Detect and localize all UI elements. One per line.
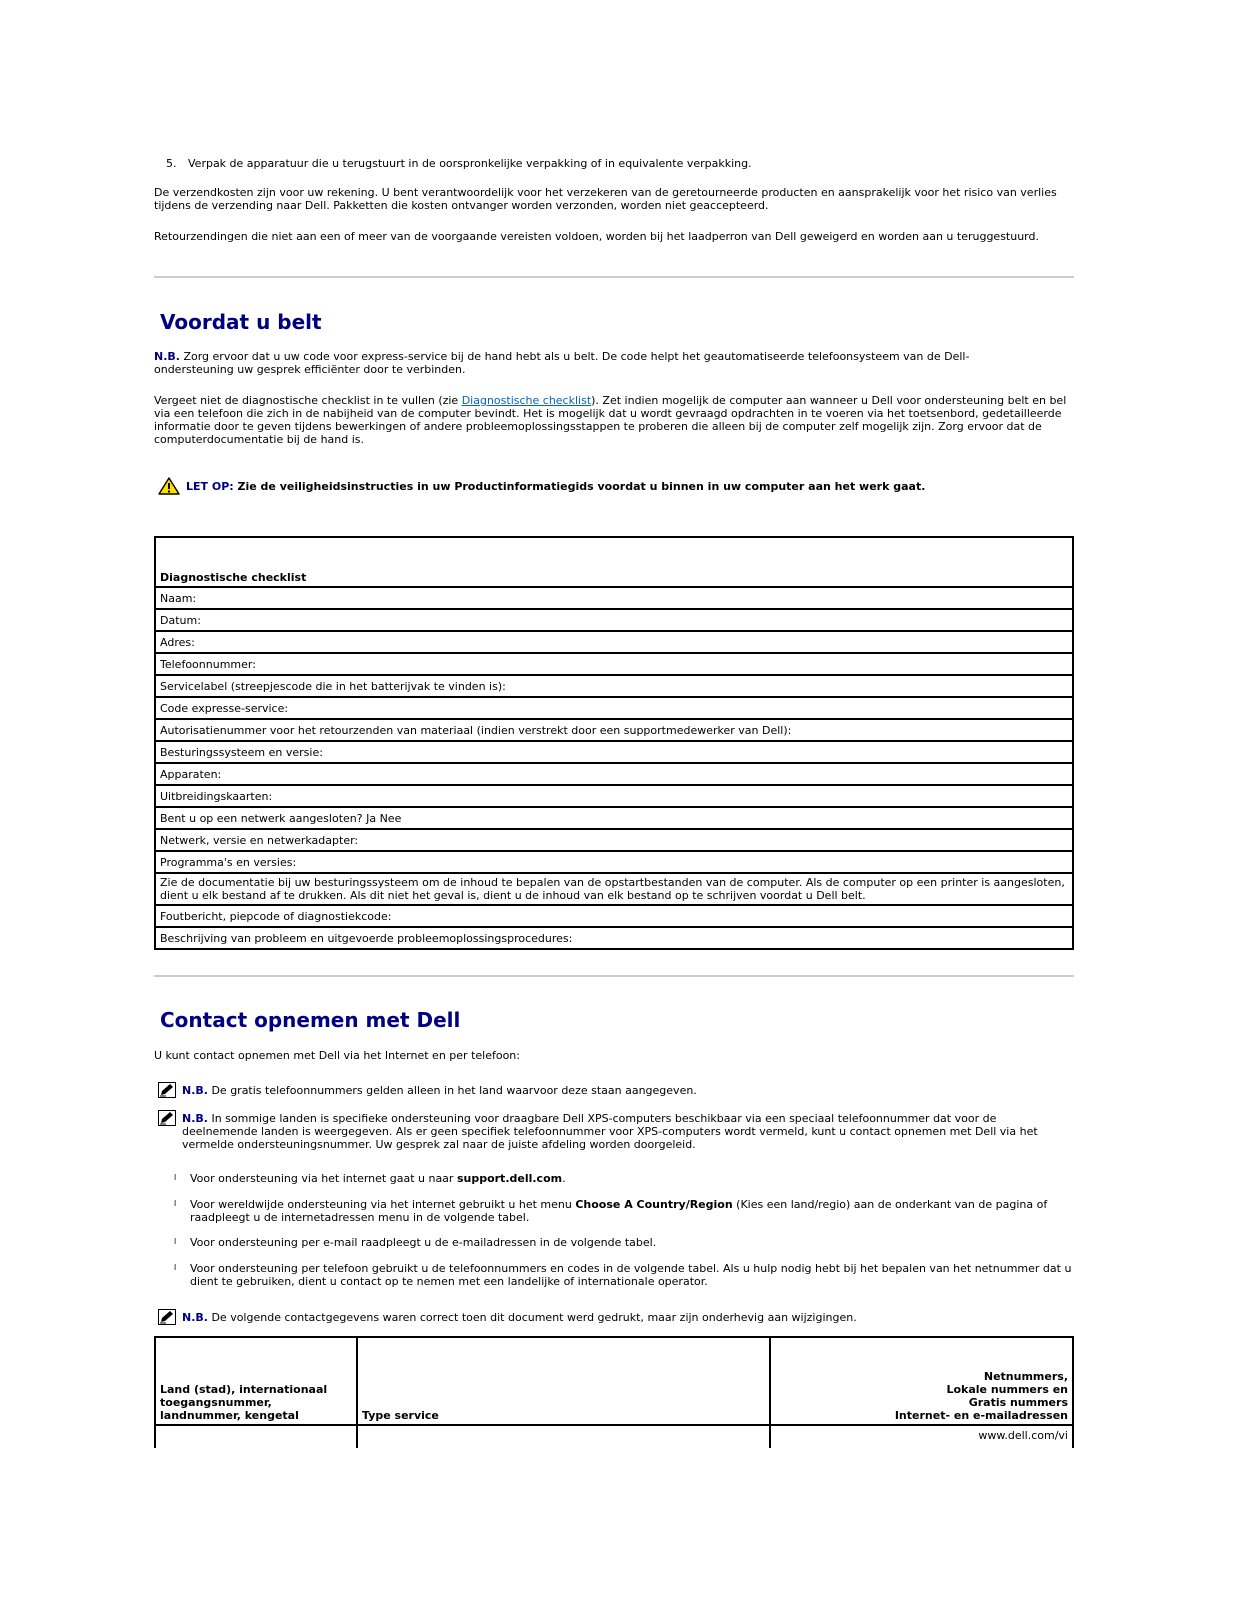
- list-item: [190, 1198, 1074, 1224]
- column-header-service-type: Type service: [357, 1337, 770, 1425]
- checklist-row: Autorisatienummer voor het retourzenden van materiaal (indien verstrekt door een supportmedewerker van Dell):: [155, 719, 1073, 741]
- checklist-row: Besturingssysteem en versie:: [155, 741, 1073, 763]
- list-item: Voor ondersteuning per telefoon gebruikt u de telefoonnummers en codes in de volgende tabel. Als u hulp nodig hebt bij het bepalen van het netnummer dat u dient te gebruiken, dient u contact op te nemen met een landelijke of internationale operator.: [190, 1262, 1072, 1288]
- contact-intro: U kunt contact opnemen met Dell via het Internet en per telefoon:: [154, 1049, 520, 1062]
- nb-text: In sommige landen is specifieke ondersteuning voor draagbare Dell XPS-computers beschikbaar via een speciaal telefoonnummer dat voor de deelnemende landen is weergegeven. Als er geen specifiek telefoonnummer voor XPS-computers wordt vermeld, kunt u contact opnemen met Dell via het vermelde ondersteuningsnummer. Uw gesprek zal naar de juiste afdeling worden doorgeleid.: [182, 1112, 1038, 1151]
- note-pencil-icon: [158, 1082, 176, 1098]
- checklist-row: Adres:: [155, 631, 1073, 653]
- nb-contact-info-changes: [182, 1311, 1072, 1324]
- checklist-row: Naam:: [155, 587, 1073, 609]
- list-item-text: (Kies een land/regio) aan de onderkant van de pagina of raadpleegt u de internetadressen menu in de volgende tabel.: [190, 1198, 1048, 1224]
- checklist-row: Zie de documentatie bij uw besturingssysteem om de inhoud te bepalen van de opstartbestanden van de computer. Als de computer op een printer is aangesloten, dient u elk bestand af te drukken. Als dit niet het geval is, dient u de inhoud van elk bestand op te schrijven voordat u Dell belt.: [155, 873, 1073, 905]
- column-header-numbers: [770, 1337, 1073, 1425]
- caution-notice: [158, 477, 1058, 497]
- column-header-country: Land (stad), internationaal toegangsnummer, landnummer, kengetal: [155, 1337, 357, 1425]
- table-cell-url[interactable]: www.dell.com/vi: [770, 1425, 1073, 1448]
- step-number: 5.: [166, 157, 177, 170]
- checklist-row: Programma's en versies:: [155, 851, 1073, 873]
- note-pencil-icon: [158, 1309, 176, 1325]
- checklist-row: Servicelabel (streepjescode die in het batterijvak te vinden is):: [155, 675, 1073, 697]
- checklist-row: Netwerk, versie en netwerkadapter:: [155, 829, 1073, 851]
- table-cell: [357, 1425, 770, 1448]
- returns-paragraph: Retourzendingen die niet aan een of meer van de voorgaande vereisten voldoen, worden bij het laadperron van Dell geweigerd en worden aan u teruggestuurd.: [154, 230, 1039, 243]
- caution-text: Zie de veiligheidsinstructies in uw Productinformatiegids voordat u binnen in uw computer aan het werk gaat.: [237, 480, 926, 493]
- caution-label: LET OP:: [186, 480, 234, 493]
- bullet-glyph: l: [174, 1263, 177, 1272]
- nb-toll-free: [182, 1084, 1072, 1097]
- checklist-row: Foutbericht, piepcode of diagnostiekcode:: [155, 905, 1073, 927]
- table-cell: [155, 1425, 357, 1448]
- checklist-row: Bent u op een netwerk aangesloten? Ja Nee: [155, 807, 1073, 829]
- list-item-text: Voor ondersteuning via het internet gaat u naar: [190, 1172, 457, 1185]
- section-title-before-calling: Voordat u belt: [160, 310, 322, 334]
- nb-text: De volgende contactgegevens waren correct toen dit document werd gedrukt, maar zijn onderhevig aan wijzigingen.: [211, 1311, 857, 1324]
- nb-text: De gratis telefoonnummers gelden alleen in het land waarvoor deze staan aangegeven.: [211, 1084, 697, 1097]
- list-item: [190, 1172, 1074, 1185]
- checklist-row: Beschrijving van probleem en uitgevoerde probleemoplossingsprocedures:: [155, 927, 1073, 949]
- support-url: support.dell.com: [456, 1172, 563, 1185]
- shipping-costs-paragraph: De verzendkosten zijn voor uw rekening. U bent verantwoordelijk voor het verzekeren van de geretourneerde producten en aansprakelijk voor het risico van verlies tijdens de verzending naar Dell. Pakketten die kosten ontvanger worden verzonden, worden niet geaccepteerd.: [154, 186, 1057, 212]
- nb-xps-support: [182, 1112, 1072, 1151]
- nb-label: N.B.: [182, 1112, 208, 1125]
- contact-table: [154, 1336, 1074, 1448]
- section-title-contact-dell: Contact opnemen met Dell: [160, 1008, 461, 1032]
- nb-text: Zorg ervoor dat u uw code voor express-service bij de hand hebt als u belt. De code helpt het geautomatiseerde telefoonsysteem van de Dell-ondersteuning uw gesprek efficiënter door te verbinden.: [154, 350, 970, 376]
- checklist-row: Code expresse-service:: [155, 697, 1073, 719]
- nb-label: N.B.: [182, 1311, 208, 1324]
- checklist-header: Diagnostische checklist: [155, 537, 1073, 587]
- list-item-text: Voor wereldwijde ondersteuning via het internet gebruikt u het menu: [190, 1198, 576, 1211]
- table-row: [155, 1425, 1073, 1448]
- checklist-row: Apparaten:: [155, 763, 1073, 785]
- column-header-line: Netnummers,: [983, 1370, 1068, 1383]
- column-header-line: Gratis nummers: [968, 1396, 1068, 1409]
- list-item-text: .: [562, 1172, 566, 1185]
- diagnostic-checklist-link[interactable]: Diagnostische checklist: [461, 394, 592, 407]
- column-header-line: Internet- en e-mailadressen: [894, 1409, 1068, 1422]
- checklist-paragraph: [154, 394, 1069, 446]
- bullet-glyph: l: [174, 1173, 177, 1182]
- warning-triangle-icon: [158, 477, 180, 495]
- section-divider: [154, 276, 1074, 278]
- country-region-menu-label: Choose A Country/Region: [575, 1198, 733, 1211]
- list-item: Voor ondersteuning per e-mail raadpleegt u de e-mailadressen in de volgende tabel.: [190, 1236, 657, 1249]
- bullet-glyph: l: [174, 1237, 177, 1246]
- bullet-glyph: l: [174, 1199, 177, 1208]
- checklist-row: Datum:: [155, 609, 1073, 631]
- column-header-line: Lokale nummers en: [946, 1383, 1068, 1396]
- diagnostic-checklist-table: [154, 536, 1074, 950]
- note-pencil-icon: [158, 1110, 176, 1126]
- nb-label: N.B.: [154, 350, 180, 363]
- section-divider: [154, 975, 1074, 977]
- checklist-row: Telefoonnummer:: [155, 653, 1073, 675]
- nb-express-service: [154, 350, 1004, 376]
- step-text: Verpak de apparatuur die u terugstuurt in de oorspronkelijke verpakking of in equivalente verpakking.: [188, 157, 752, 170]
- checklist-paragraph-end: ). Zet indien mogelijk de computer aan wanneer u Dell voor ondersteuning belt en bel via een telefoon die zich in de nabijheid van de computer bevindt. Het is mogelijk dat u wordt gevraagd opdrachten in te voeren via het toetsenbord, gedetailleerde informatie door te geven tijdens bewerkingen of andere probleemoplossingsstappen te proberen die alleen bij de computer zelf mogelijk zijn. Zorg ervoor dat de computerdocumentatie bij de hand is.: [154, 394, 1067, 446]
- checklist-paragraph-start: Vergeet niet de diagnostische checklist in te vullen (zie: [154, 394, 462, 407]
- checklist-row: Uitbreidingskaarten:: [155, 785, 1073, 807]
- nb-label: N.B.: [182, 1084, 208, 1097]
